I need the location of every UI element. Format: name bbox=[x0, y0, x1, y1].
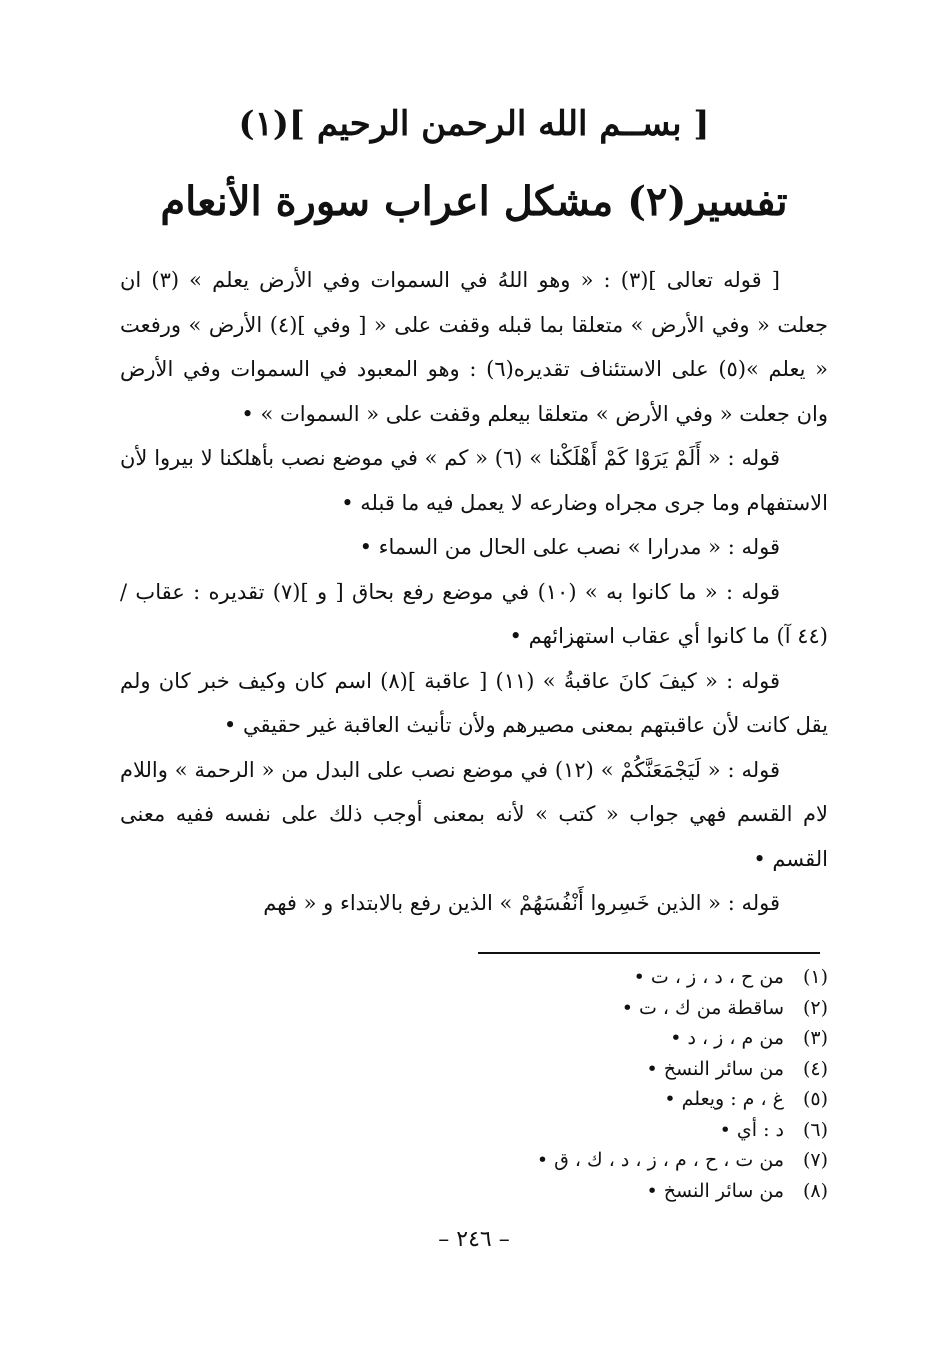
footnotes bbox=[228, 962, 828, 1206]
footnote-number: (٤) bbox=[802, 1057, 828, 1080]
footnote-text: من ح ، د ، ز ، ت • bbox=[633, 966, 784, 988]
paragraph: قوله : « الذين خَسِروا أَنْفُسَهُمْ » الذين رفع بالابتداء و « فهم bbox=[263, 891, 780, 915]
footnote-text: د : أي • bbox=[719, 1118, 784, 1141]
paragraph: [ قوله تعالى ](٣) : « وهو اللهُ في السموات وفي الأرض يعلم » (٣) ان جعلت « وفي الأرض » متعلقا بما قبله وقفت على « [ وفي ](٤) الأرض » ورفعت « يعلم »(٥) على الاستئناف تقديره(٦) : وهو المعبود في السموات وفي الأرض وان جعلت « وفي الأرض » متعلقا بيعلم وقفت على « السموات » • bbox=[120, 268, 828, 426]
paragraph: قوله : « مدرارا » نصب على الحال من السماء • bbox=[359, 535, 780, 559]
footnote-divider bbox=[478, 952, 820, 954]
footnote-text: من م ، ز ، د • bbox=[670, 1027, 784, 1049]
footnote-item bbox=[228, 1023, 828, 1054]
footnote-number: (٨) bbox=[802, 1179, 828, 1202]
footnote-text: من ت ، ح ، م ، ز ، د ، ك ، ق • bbox=[536, 1149, 784, 1171]
footnote-item bbox=[228, 1176, 828, 1207]
paragraph: قوله : « لَيَجْمَعَنَّكُمْ » (١٢) في موضع نصب على البدل من « الرحمة » واللام لام القسم فهي جواب « كتب » لأنه بمعنى أوجب ذلك على نفسه ففيه معنى القسم • bbox=[120, 757, 828, 871]
footnote-number: (٢) bbox=[802, 996, 828, 1019]
footnote-number: (١) bbox=[802, 966, 828, 988]
paragraph: قوله : « أَلَمْ يَرَوْا كَمْ أَهْلَكْنا » (٦) « كم » في موضع نصب بأهلكنا لا بيروا لأن الاستفهام وما جرى مجراه وضارعه لا يعمل فيه ما قبله • bbox=[120, 446, 828, 515]
footnote-text: ساقطة من ك ، ت • bbox=[621, 996, 784, 1019]
footnote-number: (٥) bbox=[802, 1088, 828, 1110]
footnote-number: (٧) bbox=[802, 1149, 828, 1171]
footnote-text: غ ، م : ويعلم • bbox=[664, 1088, 784, 1110]
paragraph: قوله : « ما كانوا به » (١٠) في موضع رفع بحاق [ و ](٧) تقديره : عقاب / (٤٤ آ) ما كانوا أي عقاب استهزائهم • bbox=[120, 579, 828, 648]
footnote-item bbox=[228, 1054, 828, 1085]
footnote-item bbox=[228, 993, 828, 1024]
footnote-item bbox=[228, 1145, 828, 1176]
footnote-text: من سائر النسخ • bbox=[646, 1057, 784, 1080]
page-number: – ٢٤٦ – bbox=[438, 1227, 510, 1252]
footnote-item bbox=[228, 1084, 828, 1115]
footnote-item bbox=[228, 962, 828, 993]
page-title: تفسير(٢) مشكل اعراب سورة الأنعام bbox=[160, 178, 788, 225]
footnote-number: (٣) bbox=[802, 1027, 828, 1049]
body-text bbox=[120, 258, 828, 926]
basmala-heading: [ بســم الله الرحمن الرحيم ](١) bbox=[238, 104, 710, 144]
footnote-text: من سائر النسخ • bbox=[646, 1179, 784, 1202]
footnote-item bbox=[228, 1115, 828, 1146]
footnote-number: (٦) bbox=[802, 1118, 828, 1141]
paragraph: قوله : « كيفَ كانَ عاقبةُ » (١١) [ عاقبة ](٨) اسم كان وكيف خبر كان ولم يقل كانت لأن عاقبتهم بمعنى مصيرهم ولأن تأنيث العاقبة غير حقيقي • bbox=[120, 668, 828, 737]
